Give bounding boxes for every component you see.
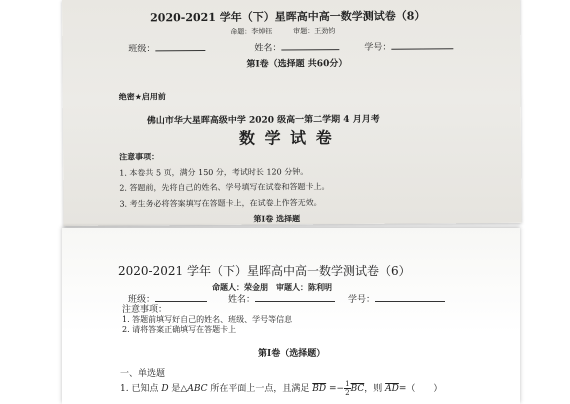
bottom-exam-sheet <box>62 228 520 404</box>
bottom-name-field: 姓名： <box>228 292 335 305</box>
top-section-footer: 第Ⅰ卷 选择题 <box>253 213 301 224</box>
bottom-sheet-authors: 命题人：荣金朋 审题人：陈利明 <box>212 282 332 292</box>
bottom-section-heading: 第Ⅰ卷（选择题） <box>258 349 326 359</box>
bottom-name-blank[interactable] <box>255 293 335 302</box>
star-icon: ★ <box>134 92 142 102</box>
bottom-number-field: 学号： <box>348 292 445 305</box>
vector-ad: $\overline{AD}$ <box>385 384 399 394</box>
top-note-2: 2. 答题前，先将自己的姓名、学号填写在试卷和答题卡上。 <box>119 182 330 193</box>
bottom-note-2: 2. 请将答案正确填写在答题卡上 <box>122 325 237 334</box>
vector-bd: $\overline{BD}$ <box>312 384 327 394</box>
question-1: 1. 已知点 D 是△ABC 所在平面上一点，且满足 $\overline{BD}$ =− $\frac{1}{2}$ $\overline{BC}$，则 $\overline{AD}=$（ ） <box>120 380 443 397</box>
vector-bc: $\overline{BC}$ <box>350 384 365 394</box>
bottom-class-field: 班级： <box>128 292 207 305</box>
bottom-note-1: 1. 答题前填写好自己的姓名、班级、学号等信息 <box>122 315 293 324</box>
top-sheet-title: 2020-2021 学年（下）星晖高中高一数学测试卷（8） <box>150 9 426 25</box>
top-class-field: 班级： <box>128 41 205 55</box>
fraction-one-half: $\frac{1}{2}$ <box>345 380 350 397</box>
top-notes-title: 注意事项： <box>119 151 160 162</box>
top-section-heading: 第Ⅰ卷（选择题 共60分） <box>246 59 348 70</box>
bottom-number-blank[interactable] <box>375 293 445 302</box>
bottom-sheet-title: 2020-2021 学年（下）星晖高中高一数学测试卷（6） <box>118 264 411 278</box>
top-note-3: 3. 考生务必将答案填写在答题卡上，在试卷上作答无效。 <box>119 198 322 209</box>
secret-label: 绝密★启用前 <box>118 91 166 102</box>
paper-name: 数 学 试 卷 <box>238 128 334 148</box>
bottom-class-blank[interactable] <box>155 293 207 302</box>
top-exam-sheet <box>62 0 522 226</box>
top-name-blank[interactable] <box>281 41 339 50</box>
part-heading: 一、单选题 <box>120 369 166 379</box>
top-note-1: 1. 本卷共 5 页，满分 150 分，考试时长 120 分钟。 <box>119 167 309 178</box>
top-sheet-authors: 命题：李焯钰 审题：王劲钧 <box>230 27 336 36</box>
bottom-notes-title: 注意事项： <box>122 305 168 315</box>
top-class-blank[interactable] <box>155 42 205 51</box>
top-number-field: 学号： <box>364 39 453 53</box>
top-number-blank[interactable] <box>391 40 453 49</box>
school-exam-line: 佛山市华大星晖高级中学 2020 级高一第二学期 4 月月考 <box>146 114 380 127</box>
top-name-field: 姓名： <box>254 40 339 54</box>
